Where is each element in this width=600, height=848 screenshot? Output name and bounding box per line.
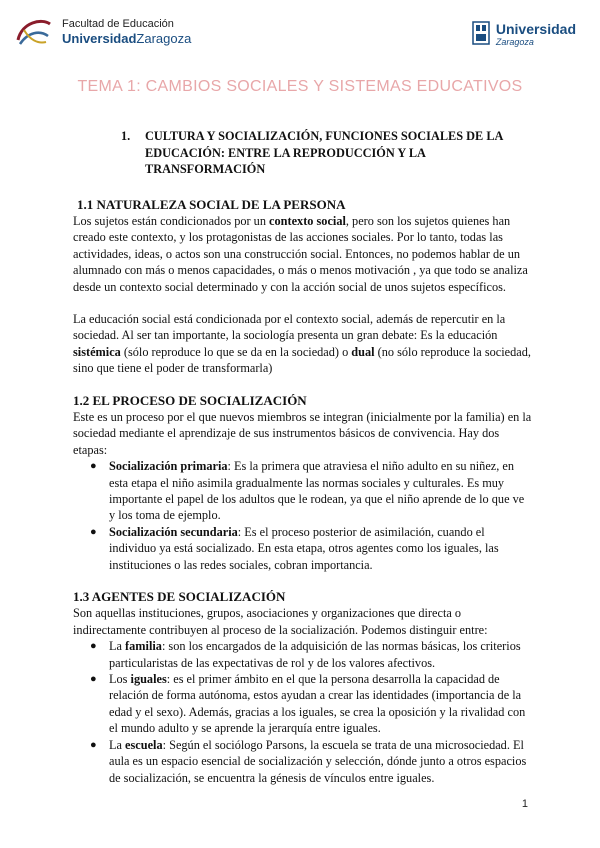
university-header [471,20,576,48]
list-item [90,524,533,573]
term-contexto-social: contexto social [269,213,346,228]
term-dual: dual [351,344,375,359]
paragraph-1-1-b [73,311,533,377]
term: Socialización secundaria [109,524,238,539]
list-item [90,638,533,671]
term: Socialización primaria [109,459,228,474]
heading-1-3: 1.3 AGENTES DE SOCIALIZACIÓN [73,589,286,605]
document-body [73,128,533,786]
list-item [90,671,533,737]
section-1-number: 1. [121,129,131,143]
heading-1-2: 1.2 EL PROCESO DE SOCIALIZACIÓN [73,392,307,408]
text: : son los encargados de la adquisición de las normas básicas, los criterios particularistas de las expectativas de rol y de los valores afectivos. [109,639,521,670]
text: : Es la primera que atraviesa el niño adulto en su niñez, en esta etapa el niño asimila gradualmente las normas sociales y culturales. Es muy importante el papel de los adultos que le rodean, ya que el niño aprende de lo que ve y los toma de ejemplo. [109,459,525,523]
faculty-logo-icon [12,10,56,54]
bullet-icon: ● [90,640,97,653]
university-logo-subtitle: Zaragoza [495,36,534,47]
paragraph-1-3-intro: Son aquellas instituciones, grupos, asociaciones y organizaciones que directa o indirectamente contribuyen al proceso de la socialización. Podemos distinguir entre: [73,606,488,637]
bullet-icon: ● [90,673,97,686]
section-1-title: CULTURA Y SOCIALIZACIÓN, FUNCIONES SOCIALES DE LA EDUCACIÓN: ENTRE LA REPRODUCCIÓN Y LA TRANSFORMACIÓN [145,129,503,176]
list-item [90,737,533,786]
socialization-agents-list [73,638,533,786]
term-sistemica: sistémica [73,344,121,359]
bullet-icon: ● [90,738,97,751]
term: iguales [130,672,167,687]
bullet-icon: ● [90,525,97,538]
university-crest-icon [471,20,491,48]
text: : Según el sociólogo Parsons, la escuela se trata de una microsociedad. El aula es un espacio esencial de socialización y selección, dónde junto a otros espacios de socialización, se encuentra la génesis de vínculos entre iguales. [109,737,527,785]
text: : es el primer ámbito en el que la persona desarrolla la capacidad de relación de forma autónoma, estos ayudan a crear las identidades (importancia de la edad y el sexo). Además, gracias a los iguales, se crea la oposición y la rivalidad con el mundo adulto y se aprende la jerarquía entre iguales. [109,672,526,736]
list-item [90,458,533,524]
text: (no sólo reproduce la sociedad, sino que tiene el poder de transformarla) [73,344,531,376]
university-name-light: Zaragoza [136,31,192,46]
university-logo-title: Universidad [495,20,576,37]
bullet-icon: ● [90,460,97,473]
tema-title: TEMA 1: CAMBIOS SOCIALES Y SISTEMAS EDUCATIVOS [77,78,523,95]
faculty-header [12,10,191,54]
page-number: 1 [521,798,528,810]
university-name-bold: Universidad [62,31,137,46]
university-name [62,31,191,46]
text: La educación social está condicionada por el contexto social, además de repercutir en la sociedad. Al ser tan importante, la sociología presenta un gran debate: Es la educación [73,311,506,343]
heading-1-1: 1.1 NATURALEZA SOCIAL DE LA PERSONA [77,196,346,212]
paragraph-1-2-intro: Este es un proceso por el que nuevos miembros se integran (inicialmente por la familia) en la sociedad mediante el aprendizaje de sus instrumentos básicos de convivencia. Hay dos etapas: [73,409,532,457]
text: : Es el proceso posterior de asimilación, cuando el individuo ya está socializado. En esta etapa, otros agentes como los iguales, las instituciones o las redes sociales, cobran importancia. [109,524,499,572]
term: escuela [125,737,163,752]
text: La [109,737,126,752]
text: La [109,639,126,654]
text: Los sujetos están condicionados por un [73,213,270,228]
section-1-heading [121,128,533,178]
faculty-name: Facultad de Educación [62,18,174,30]
socialization-stages-list [73,458,533,573]
text: (sólo reproduce lo que se da en la sociedad) o [120,344,352,359]
text: , pero son los sujetos quienes han creado este contexto, y los protagonistas de las acciones sociales. Por lo tanto, todas las actividades, ideas, o actos son una construcción social. Entonces, no podemos hablar de un alumnado con más o menos capacidades, o más o menos motivación , ya que todo se analiza desde un contexto social determinado y con la acción social de unos sujetos específicos. [73,213,528,294]
text: Los [109,672,131,687]
term: familia [125,639,162,654]
paragraph-1-1-a [73,213,533,295]
